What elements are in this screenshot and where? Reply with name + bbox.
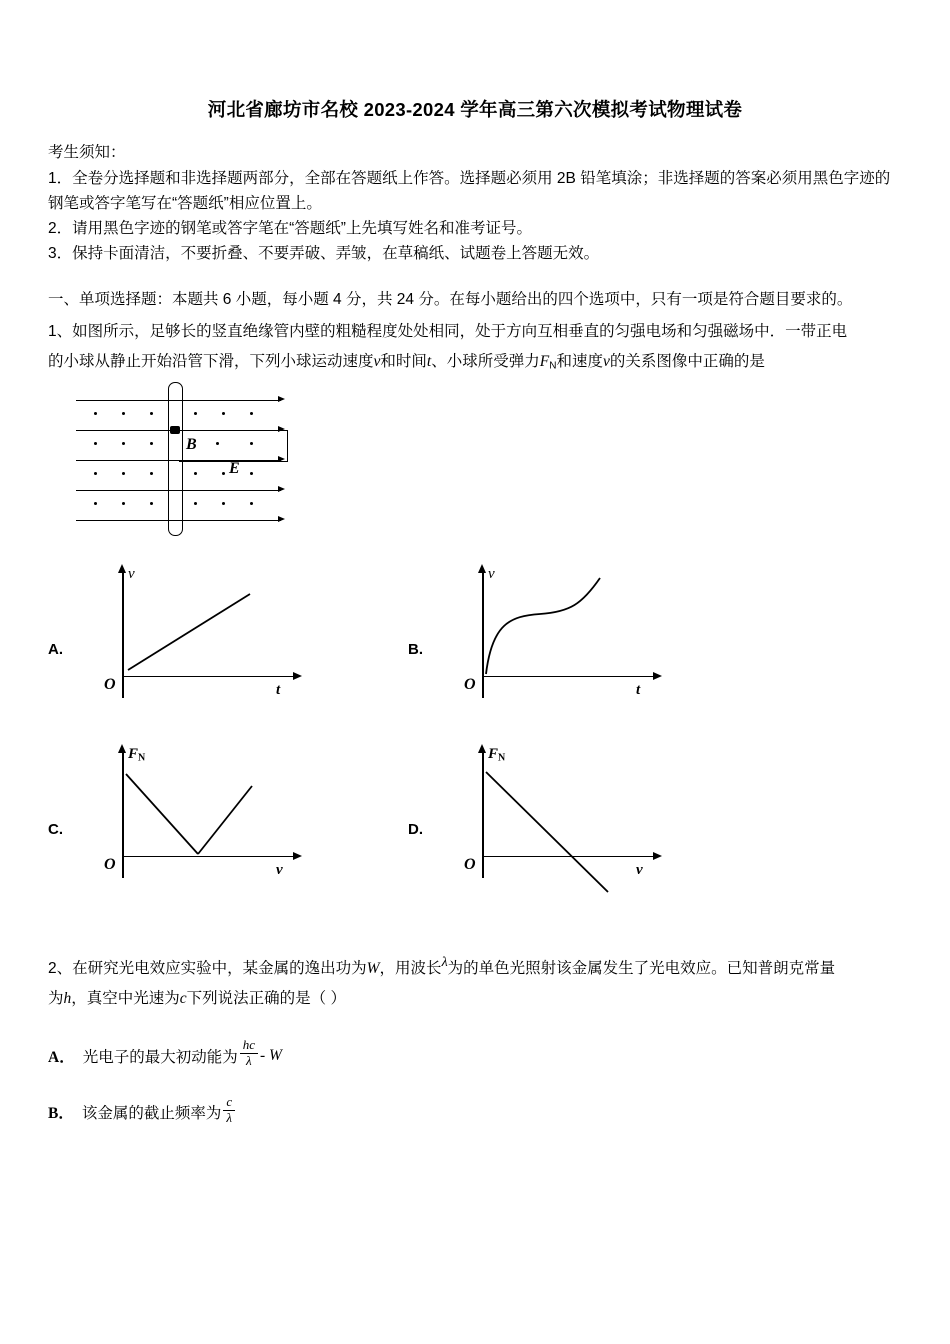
b-field-dot: [122, 412, 125, 415]
option-graph-row-top: [48, 564, 902, 714]
option-C-cell: [48, 744, 408, 894]
b-field-dot: [150, 412, 153, 415]
field-arrow-head: [278, 396, 285, 402]
b-field-dot: [94, 412, 97, 415]
q2-var-w: W: [366, 959, 380, 977]
q2-var-c: c: [179, 989, 187, 1007]
b-field-dot: [150, 502, 153, 505]
b-field-dot: [222, 412, 225, 415]
origin-label: O: [104, 855, 116, 873]
b-field-dot: [94, 472, 97, 475]
x-axis-label: v: [636, 861, 643, 878]
notice-heading: 考生须知：: [48, 144, 126, 161]
option-D-tag: D.: [408, 820, 423, 838]
b-field-dot: [122, 442, 125, 445]
q2-l2-seg3: 下列说法正确的是（ ）: [186, 989, 346, 1007]
charged-ball: [170, 426, 180, 434]
section-1-heading: 一、单项选择题：本题共 6 小题，每小题 4 分，共 24 分。在每小题给出的四个选项中，只有一项是符合题目要求的。: [48, 291, 853, 309]
question-2: [48, 954, 902, 1128]
fraction-c-lambda: [223, 1095, 235, 1126]
page-title: 河北省廊坊市名校 2023-2024 学年高三第六次模拟考试物理试卷: [207, 99, 743, 120]
b-field-dot: [222, 472, 225, 475]
y-axis-label: v: [128, 565, 135, 582]
option-graph-row-bottom: [48, 744, 902, 894]
q1-var-v: v: [373, 353, 381, 371]
option-D-graph: [440, 744, 670, 894]
option-C-graph: [80, 744, 310, 894]
option-D-cell: [408, 744, 768, 894]
question-1-line-1: 1、如图所示，足够长的竖直绝缘管内壁的粗糙程度处处相同，处于方向互相垂直的匀强电场和匀强磁场中．一带正电: [48, 323, 848, 341]
option-B-tag: B.: [408, 640, 423, 658]
y-axis-label-subscript: N: [138, 752, 146, 764]
q1-var-v2: v: [602, 353, 610, 371]
option-A-text: 光电子的最大初动能为: [82, 1048, 238, 1066]
curve-s-shape: [440, 564, 670, 714]
q2-l1-seg1: 2、在研究光电效应实验中，某金属的逸出功为: [48, 959, 367, 977]
option-A-text-post: - W: [260, 1046, 282, 1064]
option-B-tag: B．: [48, 1105, 74, 1123]
q1-var-t: t: [426, 353, 432, 371]
question-2-line-2: [48, 984, 902, 1014]
b-field-dot: [250, 442, 253, 445]
question-2-option-A: [48, 1037, 902, 1071]
q1-var-fn: F: [539, 353, 550, 371]
b-field-dot: [216, 442, 219, 445]
fraction-numerator: c: [226, 1093, 233, 1109]
option-C-tag: C.: [48, 820, 63, 838]
y-axis-label-symbol: F: [128, 745, 139, 762]
fraction-denominator: λ: [246, 1053, 252, 1069]
b-field-dot: [250, 502, 253, 505]
question-2-line-1: [48, 954, 902, 984]
option-B-cell: [408, 564, 768, 714]
origin-label: O: [464, 675, 476, 693]
question-2-option-B: [48, 1093, 902, 1128]
q1-l2-seg1: 的小球从静止开始沿管下滑，下列小球运动速度: [48, 353, 374, 371]
x-axis-label: t: [276, 681, 281, 698]
q1-l2-seg3: 、小球所受弹力: [431, 353, 540, 371]
q1-l2-seg4: 和速度: [556, 353, 603, 371]
curve-line-down: [440, 744, 670, 894]
fraction-denominator: λ: [226, 1109, 233, 1125]
question-1-option-graphs: [48, 564, 902, 894]
curve-line-up: [80, 564, 310, 714]
b-field-dot: [122, 472, 125, 475]
q2-l1-seg3: 为的单色光照射该金属发生了光电效应。已知普朗克常量: [447, 959, 836, 977]
origin-label: O: [104, 675, 116, 693]
y-axis-label-subscript: N: [498, 752, 506, 764]
x-axis-label: v: [276, 861, 283, 878]
q2-var-h: h: [63, 989, 72, 1007]
option-A-graph: [80, 564, 310, 714]
field-arrow-head: [278, 516, 285, 522]
q2-l2-seg2: ，真空中光速为: [71, 989, 180, 1007]
electric-field-label: E: [229, 459, 240, 477]
b-field-dot: [94, 502, 97, 505]
b-field-dot: [122, 502, 125, 505]
y-axis-label: v: [488, 565, 495, 582]
y-axis-label-symbol: F: [488, 745, 499, 762]
b-field-dot: [194, 502, 197, 505]
x-axis-label: t: [636, 681, 641, 698]
notice-line-3: 3．保持卡面清洁，不要折叠、不要弄破、弄皱，在草稿纸、试题卷上答题无效。: [48, 245, 600, 263]
notice-line-1: 1．全卷分选择题和非选择题两部分，全部在答题纸上作答。选择题必须用 2B 铅笔填涂；非选择题的答案必须用黑色字迹的钢笔或答字笔写在“答题纸”相应位置上。: [48, 170, 891, 213]
notice-line-2: 2．请用黑色字迹的钢笔或答字笔在“答题纸”上先填写姓名和准考证号。: [48, 220, 532, 238]
curve-v-shape: [80, 744, 310, 894]
fraction-hc-lambda: [240, 1038, 258, 1069]
field-arrow-head: [278, 486, 285, 492]
b-field-dot: [150, 472, 153, 475]
b-field-dot: [150, 442, 153, 445]
option-A-tag: A.: [48, 640, 63, 658]
q1-var-fn-sub: N: [549, 360, 557, 372]
b-field-dot: [194, 472, 197, 475]
option-B-graph: [440, 564, 670, 714]
b-field-dot: [222, 502, 225, 505]
question-1-line-2: [48, 347, 902, 377]
b-field-dot: [250, 412, 253, 415]
origin-label: O: [464, 855, 476, 873]
q1-l2-seg5: 的关系图像中正确的是: [609, 353, 765, 371]
q2-l1-seg2: ，用波长: [379, 959, 442, 977]
option-A-cell: [48, 564, 408, 714]
q1-l2-seg2: 和时间: [380, 353, 427, 371]
q2-var-lambda: λ: [441, 954, 448, 970]
option-B-text: 该金属的截止频率为: [81, 1105, 222, 1123]
option-A-tag: A．: [48, 1048, 75, 1066]
b-field-dot: [194, 412, 197, 415]
b-field-dot: [250, 472, 253, 475]
magnetic-field-label: B: [186, 435, 197, 453]
q2-l2-seg1: 为: [48, 989, 64, 1007]
insulating-tube: [168, 382, 183, 536]
b-field-dot: [94, 442, 97, 445]
figure-field-tube: [76, 392, 306, 542]
fraction-numerator: hc: [242, 1037, 255, 1053]
